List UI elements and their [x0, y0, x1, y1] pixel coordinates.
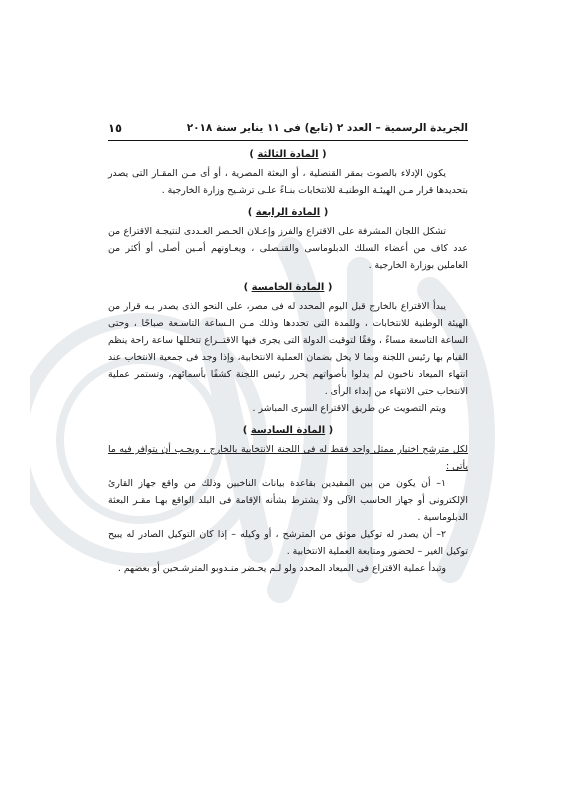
article-6-heading: ( المادة السادسة ) [242, 425, 334, 436]
article-3-paragraph-1: يكون الإدلاء بالصوت بمقر القنصلية ، أو البعثة المصرية ، أو أى مـن المقـار التى يصدر بتحديدها قرار مـن الهيئـة الوطنيـة للانتخابات بنـاءً علـى ترشـيح وزارة الخارجية . [108, 168, 468, 196]
article-6-condition-2: ٢– أن يصدر له توكيل موثق من المترشح ، أو وكيله – إذا كان التوكيل الصادر له يبيح توكيل الغير – لحضور ومتابعة العملية الانتخابية . [108, 529, 468, 557]
article-4-heading: ( المادة الرابعة ) [247, 207, 329, 218]
article-5-heading-text: المادة الخامسة [251, 282, 325, 293]
article-6-heading-text: المادة السادسة [250, 425, 326, 436]
article-5-paragraph-2: ويتم التصويت عن طريق الاقتراع السرى المباشر . [252, 403, 446, 414]
page-header [108, 120, 468, 141]
article-5-paragraph-1: يبدأ الاقتراع بالخارج قبل اليوم المحدد له فى مصر، على النحو الذى يصدر بـه قرار من الهيئة الوطنية للانتخابات ، وللمدة التى تحددها وذلك مـن الـساعة التاسـعة صباحًا ، وحتى الساعة التاسعة مساءً ، وفقًا لتوقيت الدولة التى يجرى فيها الاقتــراع تتخللها ساعة راحة ينظم القيام بها رئيس اللجنة وبما لا يخل بضمان العملية الانتخابية، وإذا وجد فى جمعية الانتخاب عند انتهاء الميعاد ناخبون لم يدلوا بأصواتهم يحرر رئيس اللجنة كشفًا بأسمائهم، وتستمر عملية الانتخاب حتى الانتهاء من إبداء الرأى . [108, 301, 468, 397]
article-4-heading-text: المادة الرابعة [255, 207, 321, 218]
gazette-title: الجريدة الرسمية – العدد ٢ (تابع) فى ١١ يناير سنة ٢٠١٨ [186, 122, 468, 134]
article-4-paragraph-1: تشكل اللجان المشرفة على الاقتراع والفرز وإعـلان الحـصر العـددى لنتيجـة الاقتراع من عدد كاف من أعضاء السلك الدبلوماسى والقنـصلى ، ويعـاونهم أمـين أصلى أو أكثر من العاملين بوزارة الخارجية . [108, 226, 468, 271]
article-3-heading-text: المادة الثالثة [257, 149, 319, 160]
document-page [108, 120, 468, 577]
article-6-condition-1: ١– أن يكون من بين المقيدين بقاعدة بيانات الناخبين وذلك من واقع جهاز القارئ الإلكترونى أو جهاز الحاسب الآلى ولا يشترط بشأنه الإقامة فى البلد الواقع بهـا مقـر البعثة الدبلوماسية . [108, 478, 468, 523]
article-6-intro: لكل مترشح اختيار ممثل واحد فقط له فى اللجنة الانتخابية بالخارج ، ويجـب أن يتوافر فيه ما يأتى : [108, 444, 468, 472]
page-number: ١٥ [108, 121, 123, 135]
article-5-heading: ( المادة الخامسة ) [243, 282, 333, 293]
article-3-heading: ( المادة الثالثة ) [249, 149, 327, 160]
article-6-paragraph-3: وتبدأ عملية الاقتراع فى الميعاد المحدد ولو لـم يحـضر منـدوبو المترشـحين أو بعضهم . [117, 563, 446, 574]
